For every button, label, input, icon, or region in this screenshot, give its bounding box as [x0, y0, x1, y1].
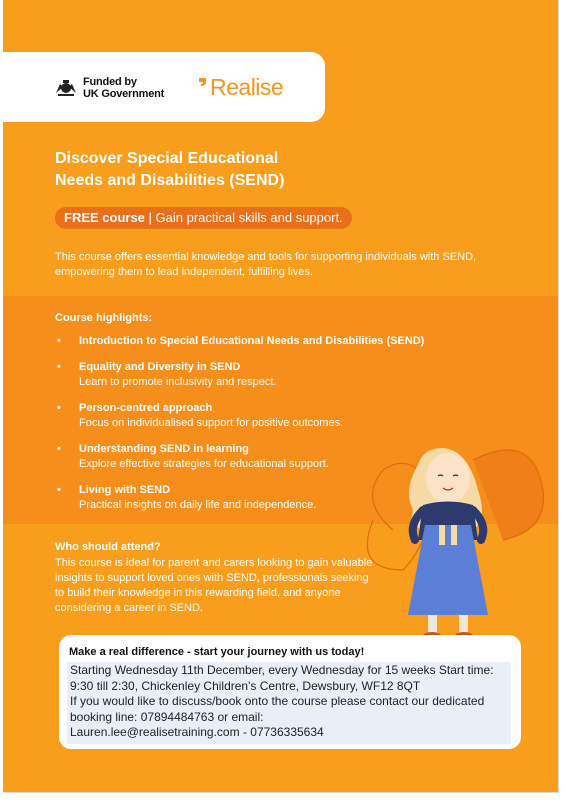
funded-by-text: Funded by [83, 76, 137, 88]
page-title [55, 148, 375, 192]
who-should-attend-text: This course is ideal for parent and carers looking to gain valuable insights to support loved ones with SEND, professionals seeking to build their knowledge in this rewarding field, and anyone considering a career in SEND. [55, 557, 373, 614]
who-should-attend-heading: Who should attend? [55, 541, 161, 553]
highlight-description: Explore effective strategies for educational support. [79, 458, 329, 470]
flyer-page [3, 0, 559, 793]
bullet-icon: • [57, 335, 61, 347]
intro-paragraph: This course offers essential knowledge and tools for supporting individuals with SEND, empowering them to lead independent, fulfilling lives. [55, 251, 477, 278]
free-course-label: FREE course [64, 210, 145, 225]
girl-illustration [363, 430, 559, 650]
list-item [55, 401, 485, 431]
list-item [55, 360, 485, 390]
pill-separator: | [144, 210, 156, 225]
highlight-title: Equality and Diversity in SEND [79, 361, 241, 373]
list-item [55, 334, 485, 349]
highlight-title: Person-centred approach [79, 402, 213, 414]
bullet-icon: • [57, 484, 61, 496]
highlight-description: Focus on individualised support for positive outcomes. [79, 417, 344, 429]
realise-logo-text: Realise [210, 74, 284, 100]
highlight-description: Practical insights on daily life and independence. [79, 499, 317, 511]
page-margin [559, 0, 571, 804]
bullet-icon: • [57, 361, 61, 373]
funded-by-uk-government [83, 76, 164, 100]
cta-details-text[interactable]: Starting Wednesday 11th December, every Wednesday for 15 weeks Start time: 9:30 till 2:30, Chickenley Children's Centre, Dewsbury, WF12 8QT If you would like to discuss/book onto the course please contact our dedicated booking line: 07894484763 or email: Lauren.lee@realisetraining.com - 07736335634 [67, 662, 511, 744]
highlight-title: Living with SEND [79, 484, 171, 496]
bullet-icon: • [57, 443, 61, 455]
highlight-description: Learn to promote inclusivity and respect. [79, 376, 277, 388]
pill-tagline: Gain practical skills and support. [155, 210, 343, 225]
highlight-title: Introduction to Special Educational Needs and Disabilities (SEND) [79, 335, 425, 347]
title-line-1: Discover Special Educational [55, 150, 279, 167]
bullet-icon: • [57, 402, 61, 414]
realise-quote-mark-icon [198, 77, 210, 87]
uk-government-text: UK Government [83, 88, 165, 100]
royal-crest-icon [55, 79, 77, 97]
title-line-2: Needs and Disabilities (SEND) [55, 172, 285, 189]
cta-heading: Make a real difference - start your journey with us today! [69, 646, 365, 658]
highlights-heading: Course highlights: [55, 312, 153, 324]
free-course-pill [55, 207, 352, 229]
highlight-title: Understanding SEND in learning [79, 443, 249, 455]
